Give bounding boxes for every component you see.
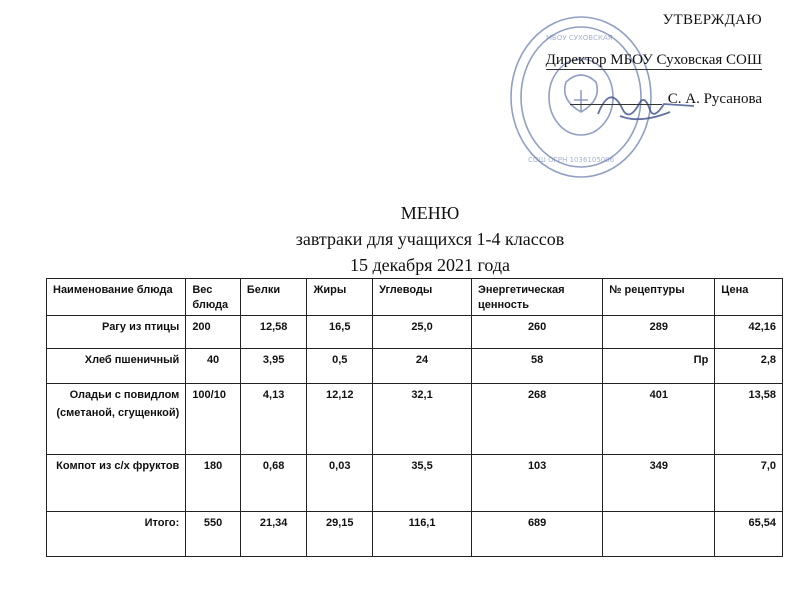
cell-energy: 268 bbox=[472, 384, 603, 455]
table-row bbox=[47, 316, 783, 349]
cell-carbs: 32,1 bbox=[373, 384, 472, 455]
cell-total-energy: 689 bbox=[472, 512, 603, 557]
table-total-row bbox=[47, 512, 783, 557]
table-row bbox=[47, 349, 783, 384]
cell-recipe: 401 bbox=[603, 384, 715, 455]
menu-table bbox=[46, 278, 783, 557]
cell-proteins: 12,58 bbox=[240, 316, 307, 349]
cell-energy: 103 bbox=[472, 455, 603, 512]
cell-recipe: Пр bbox=[603, 349, 715, 384]
cell-total-fats: 29,15 bbox=[307, 512, 373, 557]
header-price: Цена bbox=[715, 279, 783, 316]
header-fats: Жиры bbox=[307, 279, 373, 316]
cell-weight: 100/10 bbox=[186, 384, 241, 455]
cell-fats: 0,5 bbox=[307, 349, 373, 384]
approval-title: УТВЕРЖДАЮ bbox=[662, 12, 762, 28]
menu-heading bbox=[0, 200, 800, 278]
approval-signature-line bbox=[570, 91, 762, 108]
header-name: Наименование блюда bbox=[47, 279, 186, 316]
approval-name: С. А. Русанова bbox=[667, 91, 762, 107]
cell-carbs: 35,5 bbox=[373, 455, 472, 512]
cell-weight: 40 bbox=[186, 349, 241, 384]
cell-fats: 16,5 bbox=[307, 316, 373, 349]
header-energy: Энергетическая ценность bbox=[472, 279, 603, 316]
header-recipe: № рецептуры bbox=[603, 279, 715, 316]
cell-fats: 12,12 bbox=[307, 384, 373, 455]
cell-energy: 260 bbox=[472, 316, 603, 349]
cell-proteins: 3,95 bbox=[240, 349, 307, 384]
cell-dish: Рагу из птицы bbox=[47, 316, 186, 349]
cell-price: 42,16 bbox=[715, 316, 783, 349]
table-row bbox=[47, 384, 783, 455]
svg-text:МБОУ СУХОВСКАЯ: МБОУ СУХОВСКАЯ bbox=[546, 34, 613, 42]
cell-weight: 180 bbox=[186, 455, 241, 512]
cell-total-price: 65,54 bbox=[715, 512, 783, 557]
cell-total-proteins: 21,34 bbox=[240, 512, 307, 557]
cell-total-carbs: 116,1 bbox=[373, 512, 472, 557]
table-row bbox=[47, 455, 783, 512]
menu-date: 15 декабря 2021 года bbox=[349, 255, 511, 275]
cell-dish: Оладьи с повидлом (сметаной, сгущенкой) bbox=[47, 384, 186, 455]
cell-weight: 200 bbox=[186, 316, 241, 349]
cell-proteins: 4,13 bbox=[240, 384, 307, 455]
cell-energy: 58 bbox=[472, 349, 603, 384]
cell-carbs: 25,0 bbox=[373, 316, 472, 349]
cell-dish: Компот из с/х фруктов bbox=[47, 455, 186, 512]
header-weight: Вес блюда bbox=[186, 279, 241, 316]
svg-text:СОШ ОГРН 1036105006: СОШ ОГРН 1036105006 bbox=[528, 156, 615, 164]
approval-block bbox=[500, 6, 790, 186]
cell-fats: 0,03 bbox=[307, 455, 373, 512]
header-proteins: Белки bbox=[240, 279, 307, 316]
approval-position bbox=[546, 52, 762, 69]
cell-total-recipe bbox=[603, 512, 715, 557]
cell-recipe: 349 bbox=[603, 455, 715, 512]
menu-title: МЕНЮ bbox=[400, 203, 460, 223]
cell-carbs: 24 bbox=[373, 349, 472, 384]
cell-recipe: 289 bbox=[603, 316, 715, 349]
menu-subtitle: завтраки для учащихся 1-4 классов bbox=[295, 229, 565, 249]
cell-price: 2,8 bbox=[715, 349, 783, 384]
cell-price: 13,58 bbox=[715, 384, 783, 455]
approval-position-text: Директор МБОУ Суховская СОШ bbox=[545, 52, 762, 68]
cell-total-weight: 550 bbox=[186, 512, 241, 557]
cell-dish: Хлеб пшеничный bbox=[47, 349, 186, 384]
table-header-row bbox=[47, 279, 783, 316]
cell-price: 7,0 bbox=[715, 455, 783, 512]
cell-total-label: Итого: bbox=[47, 512, 186, 557]
header-carbs: Углеводы bbox=[373, 279, 472, 316]
signature-underline bbox=[570, 104, 662, 105]
cell-proteins: 0,68 bbox=[240, 455, 307, 512]
